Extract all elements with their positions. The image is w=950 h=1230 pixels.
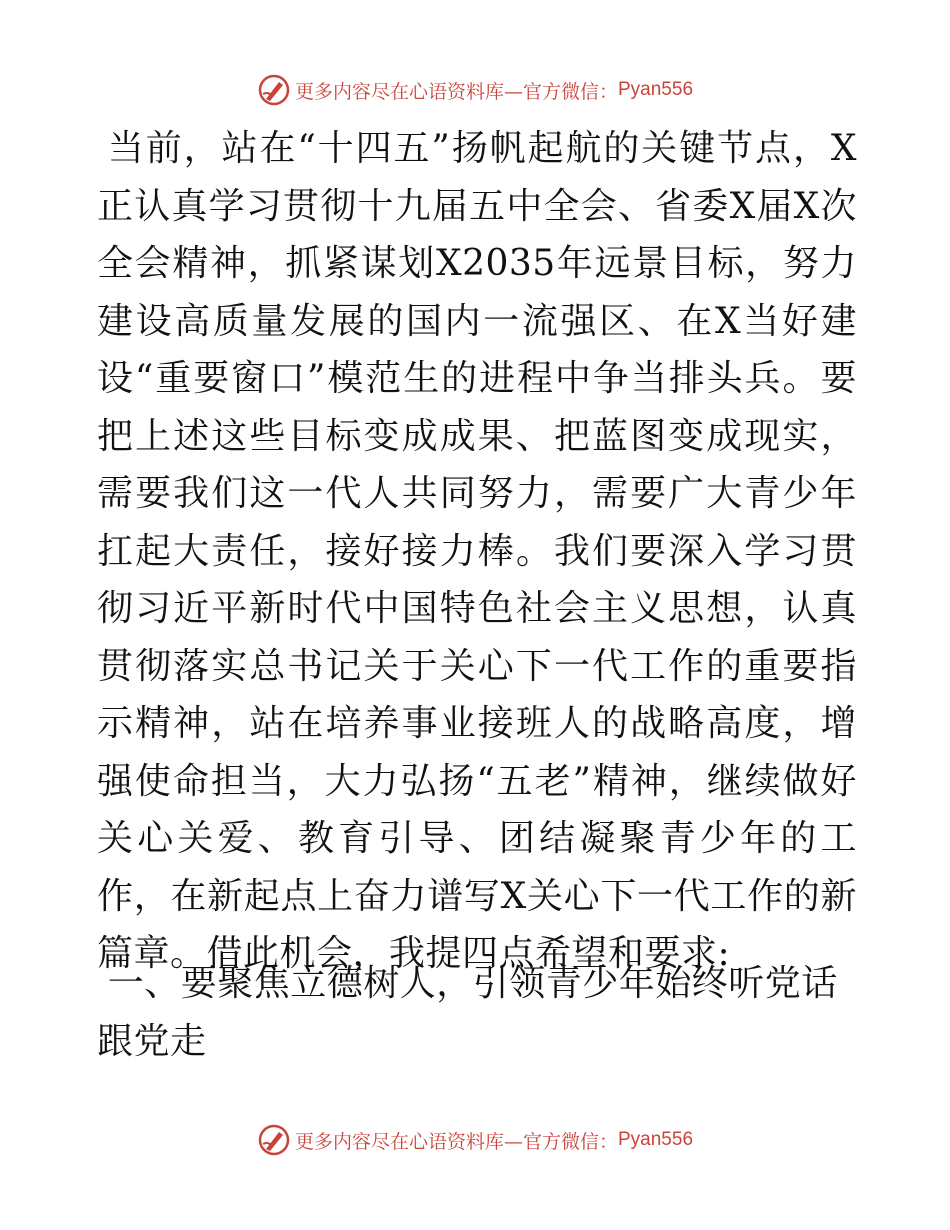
watermark-text: 更多内容尽在心语资料库—官方微信： <box>294 80 618 103</box>
quill-pen-logo-icon <box>257 73 291 107</box>
watermark-account: Pyan556 <box>618 1129 694 1150</box>
quill-pen-logo-icon <box>257 1123 291 1157</box>
watermark-account: Pyan556 <box>618 79 694 100</box>
watermark-text: 更多内容尽在心语资料库—官方微信： <box>294 1130 618 1153</box>
footer-watermark <box>0 1120 950 1160</box>
header-watermark <box>0 70 950 110</box>
section-heading: 一、要聚焦立德树人，引领青少年始终听党话跟党走 <box>97 963 838 1062</box>
body-paragraph: 当前，站在“十四五”扬帆起航的关键节点，X正认真学习贯彻十九届五中全会、省委X届X次全会精神，抓紧谋划X2035年远景目标，努力建设高质量发展的国内一流强区、在X当好建设“重要窗口”模范生的进程中争当排头兵。要把上述这些目标变成成果、把蓝图变成现实，需要我们这一代人共同努力，需要广大青少年扛起大责任，接好接力棒。我们要深入学习贯彻习近平新时代中国特色社会主义思想，认真贯彻落实总书记关于关心下一代工作的重要指示精神，站在培养事业接班人的战略高度，增强使命担当，大力弘扬“五老”精神，继续做好关心关爱、教育引导、团结凝聚青少年的工作，在新起点上奋力谱写X关心下一代工作的新篇章。借此机会，我提四点希望和要求: <box>97 128 857 974</box>
